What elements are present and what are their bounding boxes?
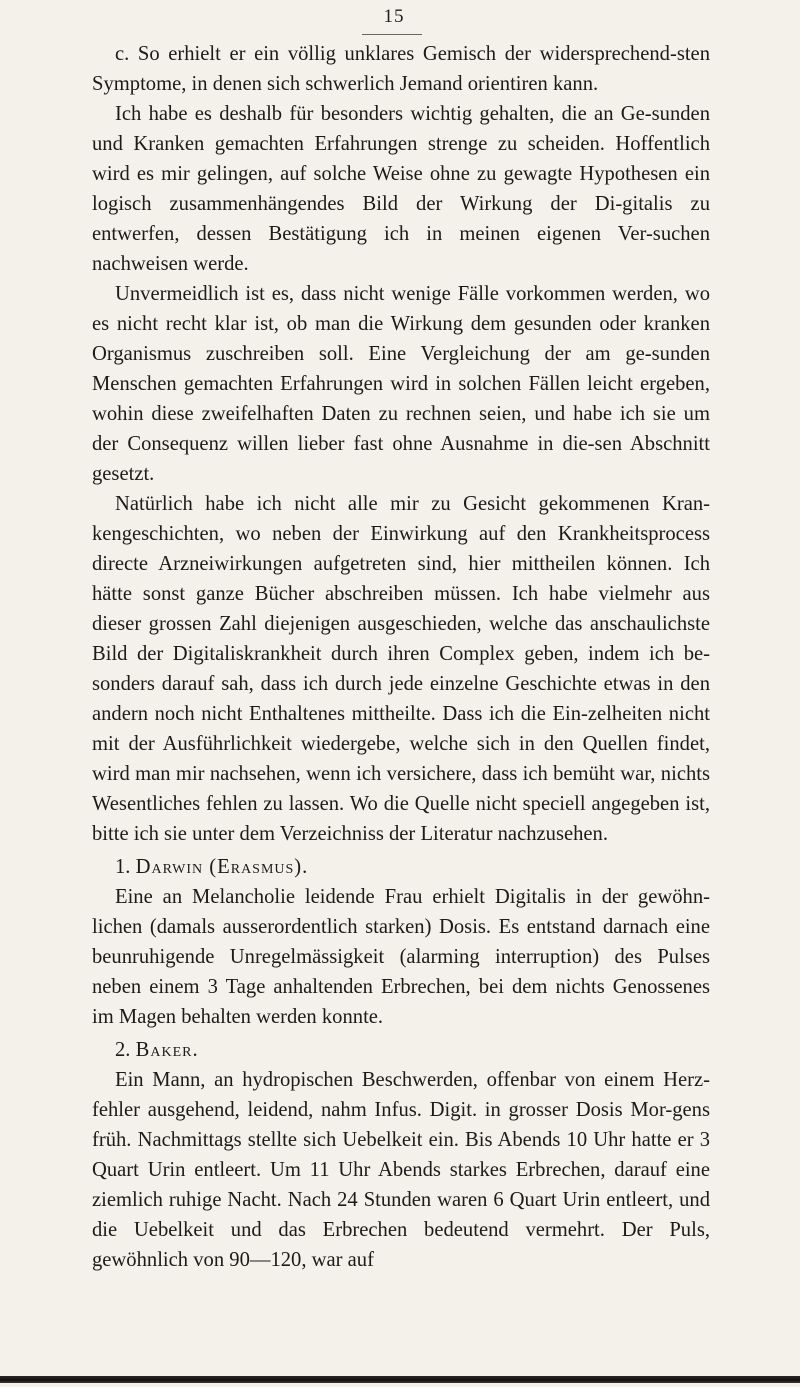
page-number: 15 — [383, 6, 405, 27]
paragraph: Unvermeidlich ist es, dass nicht wenige Fälle vorkommen werden, wo es nicht recht klar ist, ob man die Wirkung dem gesunden oder kranken Organismus zuschreiben soll. Eine Vergleichung der am ge-sunden Menschen gemachten Erfahrungen wird in solchen Fällen leicht ergeben, wohin diese zweifelhaften Daten zu rechnen seien, und habe ich sie um der Consequenz willen lieber fast ohne Ausnahme in die-sen Abschnitt gesetzt. — [92, 283, 710, 485]
paragraph: Natürlich habe ich nicht alle mir zu Gesicht gekommenen Kran-kengeschichten, wo neben der Einwirkung auf den Krankheitsprocess directe Arzneiwirkungen aufgetreten sind, hier mittheilen können. Ich hätte sonst ganze Bücher abschreiben müssen. Ich habe vielmehr aus dieser grossen Zahl diejenigen ausgeschieden, welche das anschaulichste Bild der Digitaliskrankheit durch ihren Complex geben, indem ich be-sonders darauf sah, dass ich durch jede einzelne Geschichte etwas in den andern noch nicht Enthaltenes mittheilte. Dass ich die Ein-zelheiten nicht mit der Ausführlichkeit wiedergebe, welche sich in den Quellen findet, wird man mir nachsehen, wenn ich versichere, dass ich bemüht war, nichts Wesentliches fehlen zu lassen. Wo die Quelle nicht speciell angegeben ist, bitte ich sie unter dem Verzeichniss der Literatur nachzusehen. — [92, 493, 710, 845]
case-heading — [92, 1035, 710, 1065]
page-number-underline — [362, 34, 422, 35]
case-author: Baker. — [135, 1039, 199, 1061]
paragraph: c. So erhielt er ein völlig unklares Gemisch der widersprechend-sten Symptome, in denen sich schwerlich Jemand orientiren kann. — [92, 43, 710, 95]
paragraph: Ich habe es deshalb für besonders wichtig gehalten, die an Ge-sunden und Kranken gemachten Erfahrungen strenge zu scheiden. Hoffentlich wird es mir gelingen, auf solche Weise ohne zu gewagte Hypothesen ein logisch zusammenhängendes Bild der Wirkung der Di-gitalis zu entwerfen, dessen Bestätigung ich in meinen eigenen Ver-suchen nachweisen werde. — [92, 103, 710, 275]
case-number: 1. — [115, 856, 131, 878]
case-number: 2. — [115, 1039, 131, 1061]
case-heading — [92, 852, 710, 882]
body-text — [92, 39, 710, 1275]
case-text: Eine an Melancholie leidende Frau erhielt Digitalis in der gewöhn-lichen (damals ausserordentlich starken) Dosis. Es entstand darnach eine beunruhigende Unregelmässigkeit (alarming interruption) des Pulses neben einem 3 Tage anhaltenden Erbrechen, bei dem nichts Genossenes im Magen behalten werden konnte. — [92, 886, 710, 1028]
case-text: Ein Mann, an hydropischen Beschwerden, offenbar von einem Herz-fehler ausgehend, leidend, nahm Infus. Digit. in grosser Dosis Mor-gens früh. Nachmittags stellte sich Uebelkeit ein. Bis Abends 10 Uhr hatte er 3 Quart Urin entleert. Um 11 Uhr Abends starkes Erbrechen, darauf eine ziemlich ruhige Nacht. Nach 24 Stunden waren 6 Quart Urin entleert, und die Uebelkeit und das Erbrechen bedeutend vermehrt. Der Puls, gewöhnlich von 90—120, war auf — [92, 1069, 710, 1271]
scan-edge-bar — [0, 1376, 800, 1383]
case-author: Darwin (Erasmus). — [135, 856, 309, 878]
